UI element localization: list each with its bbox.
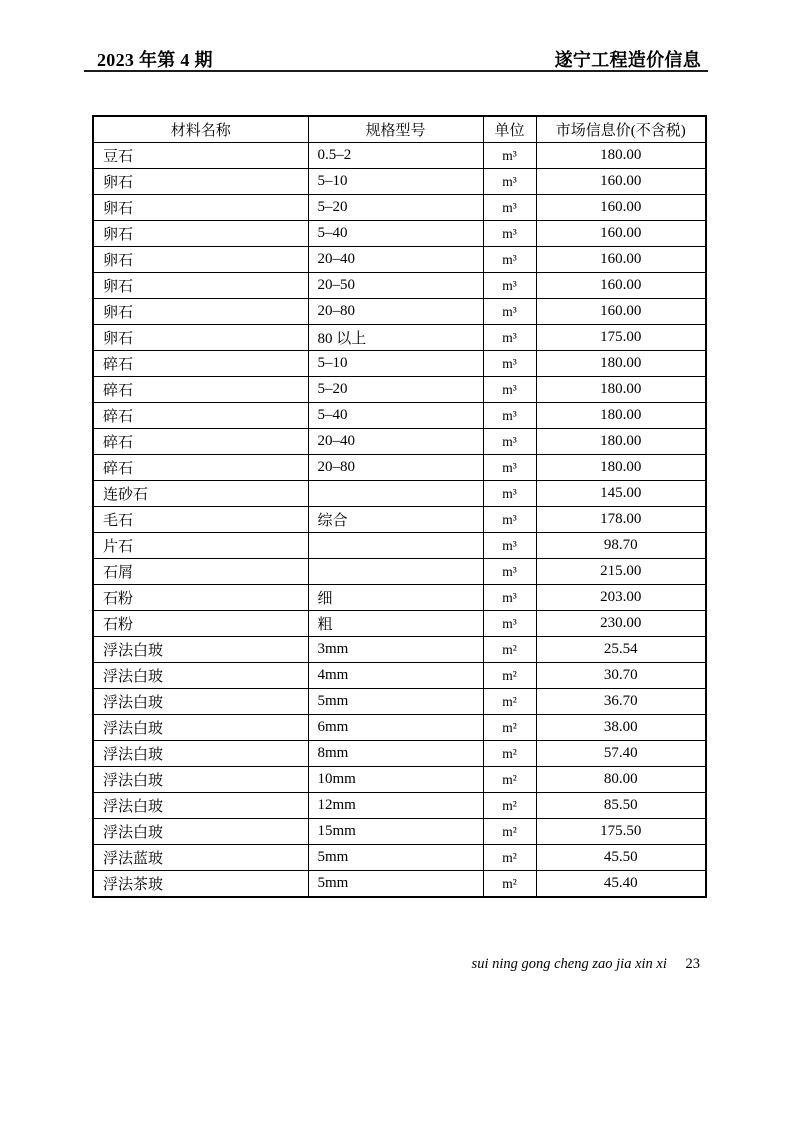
price-cell: 38.00 — [536, 715, 706, 741]
table-row — [93, 403, 706, 429]
table-row — [93, 351, 706, 377]
table-row — [93, 689, 706, 715]
price-cell: 203.00 — [536, 585, 706, 611]
price-cell: 180.00 — [536, 455, 706, 481]
unit-cell: m² — [483, 845, 536, 871]
spec-cell: 5–10 — [308, 351, 483, 377]
price-cell: 25.54 — [536, 637, 706, 663]
table-row — [93, 507, 706, 533]
material-name-cell: 卵石 — [93, 169, 308, 195]
spec-cell: 5–40 — [308, 221, 483, 247]
material-name-cell: 浮法白玻 — [93, 793, 308, 819]
unit-cell: m³ — [483, 169, 536, 195]
spec-cell: 20–40 — [308, 247, 483, 273]
unit-cell: m² — [483, 871, 536, 898]
table-row — [93, 247, 706, 273]
price-cell: 45.40 — [536, 871, 706, 898]
material-name-cell: 卵石 — [93, 325, 308, 351]
table-row — [93, 741, 706, 767]
unit-cell: m³ — [483, 481, 536, 507]
table-row — [93, 169, 706, 195]
unit-cell: m³ — [483, 403, 536, 429]
unit-cell: m³ — [483, 325, 536, 351]
unit-cell: m³ — [483, 195, 536, 221]
material-name-cell: 连砂石 — [93, 481, 308, 507]
unit-cell: m³ — [483, 351, 536, 377]
table-row — [93, 429, 706, 455]
issue-label: 2023 年第 4 期 — [97, 50, 213, 70]
spec-cell: 20–80 — [308, 455, 483, 481]
page-footer — [400, 956, 700, 973]
price-cell: 80.00 — [536, 767, 706, 793]
column-header-market-price: 市场信息价(不含税) — [536, 116, 706, 143]
spec-cell — [308, 559, 483, 585]
spec-cell: 5mm — [308, 871, 483, 898]
price-cell: 178.00 — [536, 507, 706, 533]
unit-cell: m³ — [483, 221, 536, 247]
spec-cell: 细 — [308, 585, 483, 611]
journal-title: 遂宁工程造价信息 — [554, 50, 701, 70]
unit-cell: m³ — [483, 143, 536, 169]
price-cell: 30.70 — [536, 663, 706, 689]
header-rule — [84, 70, 708, 72]
material-name-cell: 浮法白玻 — [93, 637, 308, 663]
unit-cell: m² — [483, 741, 536, 767]
spec-cell: 15mm — [308, 819, 483, 845]
unit-cell: m² — [483, 767, 536, 793]
price-cell: 230.00 — [536, 611, 706, 637]
table-body — [93, 143, 706, 898]
spec-cell: 20–50 — [308, 273, 483, 299]
spec-cell: 3mm — [308, 637, 483, 663]
material-name-cell: 碎石 — [93, 429, 308, 455]
table-row — [93, 195, 706, 221]
table-row — [93, 325, 706, 351]
spec-cell: 10mm — [308, 767, 483, 793]
spec-cell: 8mm — [308, 741, 483, 767]
material-name-cell: 卵石 — [93, 247, 308, 273]
table-row — [93, 533, 706, 559]
page-header — [0, 46, 793, 72]
material-name-cell: 浮法蓝玻 — [93, 845, 308, 871]
spec-cell: 6mm — [308, 715, 483, 741]
price-cell: 180.00 — [536, 143, 706, 169]
unit-cell: m² — [483, 637, 536, 663]
material-name-cell: 碎石 — [93, 403, 308, 429]
material-price-table — [92, 115, 707, 898]
material-name-cell: 浮法白玻 — [93, 819, 308, 845]
material-name-cell: 毛石 — [93, 507, 308, 533]
spec-cell: 5mm — [308, 689, 483, 715]
spec-cell — [308, 481, 483, 507]
price-cell: 215.00 — [536, 559, 706, 585]
spec-cell: 80 以上 — [308, 325, 483, 351]
price-cell: 36.70 — [536, 689, 706, 715]
material-name-cell: 碎石 — [93, 351, 308, 377]
material-name-cell: 卵石 — [93, 221, 308, 247]
table-row — [93, 221, 706, 247]
table-row — [93, 481, 706, 507]
spec-cell: 5–40 — [308, 403, 483, 429]
table-row — [93, 793, 706, 819]
material-name-cell: 浮法白玻 — [93, 767, 308, 793]
spec-cell — [308, 533, 483, 559]
spec-cell: 20–40 — [308, 429, 483, 455]
material-name-cell: 石粉 — [93, 611, 308, 637]
table-row — [93, 559, 706, 585]
spec-cell: 粗 — [308, 611, 483, 637]
material-name-cell: 浮法白玻 — [93, 715, 308, 741]
material-name-cell: 浮法白玻 — [93, 689, 308, 715]
column-header-specification: 规格型号 — [308, 116, 483, 143]
table-row — [93, 845, 706, 871]
spec-cell: 5mm — [308, 845, 483, 871]
price-cell: 180.00 — [536, 377, 706, 403]
material-name-cell: 石粉 — [93, 585, 308, 611]
price-cell: 175.50 — [536, 819, 706, 845]
price-cell: 45.50 — [536, 845, 706, 871]
material-name-cell: 石屑 — [93, 559, 308, 585]
price-cell: 175.00 — [536, 325, 706, 351]
price-cell: 180.00 — [536, 429, 706, 455]
material-name-cell: 碎石 — [93, 377, 308, 403]
unit-cell: m² — [483, 819, 536, 845]
unit-cell: m³ — [483, 533, 536, 559]
table-row — [93, 819, 706, 845]
unit-cell: m² — [483, 663, 536, 689]
unit-cell: m³ — [483, 299, 536, 325]
material-name-cell: 浮法茶玻 — [93, 871, 308, 898]
spec-cell: 5–20 — [308, 195, 483, 221]
material-name-cell: 卵石 — [93, 195, 308, 221]
unit-cell: m² — [483, 715, 536, 741]
spec-cell: 5–10 — [308, 169, 483, 195]
spec-cell: 12mm — [308, 793, 483, 819]
unit-cell: m³ — [483, 247, 536, 273]
unit-cell: m³ — [483, 455, 536, 481]
material-name-cell: 碎石 — [93, 455, 308, 481]
column-header-material-name: 材料名称 — [93, 116, 308, 143]
material-name-cell: 豆石 — [93, 143, 308, 169]
material-name-cell: 片石 — [93, 533, 308, 559]
table-row — [93, 273, 706, 299]
material-name-cell: 浮法白玻 — [93, 741, 308, 767]
table-row — [93, 871, 706, 898]
unit-cell: m² — [483, 793, 536, 819]
unit-cell: m³ — [483, 611, 536, 637]
spec-cell: 4mm — [308, 663, 483, 689]
table-row — [93, 663, 706, 689]
table-row — [93, 455, 706, 481]
unit-cell: m³ — [483, 585, 536, 611]
price-cell: 160.00 — [536, 195, 706, 221]
page-number: 23 — [685, 956, 700, 972]
spec-cell: 综合 — [308, 507, 483, 533]
price-cell: 160.00 — [536, 273, 706, 299]
table-row — [93, 715, 706, 741]
table-header-row — [93, 116, 706, 143]
unit-cell: m³ — [483, 559, 536, 585]
table-row — [93, 767, 706, 793]
price-cell: 145.00 — [536, 481, 706, 507]
table-row — [93, 637, 706, 663]
price-cell: 85.50 — [536, 793, 706, 819]
table-row — [93, 611, 706, 637]
price-cell: 160.00 — [536, 247, 706, 273]
unit-cell: m³ — [483, 273, 536, 299]
table-row — [93, 585, 706, 611]
price-cell: 160.00 — [536, 169, 706, 195]
price-cell: 180.00 — [536, 403, 706, 429]
price-cell: 180.00 — [536, 351, 706, 377]
table-row — [93, 299, 706, 325]
material-name-cell: 卵石 — [93, 299, 308, 325]
column-header-unit: 单位 — [483, 116, 536, 143]
spec-cell: 0.5–2 — [308, 143, 483, 169]
spec-cell: 20–80 — [308, 299, 483, 325]
price-cell: 160.00 — [536, 221, 706, 247]
price-cell: 98.70 — [536, 533, 706, 559]
price-cell: 160.00 — [536, 299, 706, 325]
unit-cell: m² — [483, 689, 536, 715]
footer-pinyin: sui ning gong cheng zao jia xin xi — [471, 956, 667, 972]
spec-cell: 5–20 — [308, 377, 483, 403]
material-name-cell: 浮法白玻 — [93, 663, 308, 689]
table-row — [93, 377, 706, 403]
material-name-cell: 卵石 — [93, 273, 308, 299]
unit-cell: m³ — [483, 377, 536, 403]
unit-cell: m³ — [483, 429, 536, 455]
price-cell: 57.40 — [536, 741, 706, 767]
unit-cell: m³ — [483, 507, 536, 533]
table-row — [93, 143, 706, 169]
